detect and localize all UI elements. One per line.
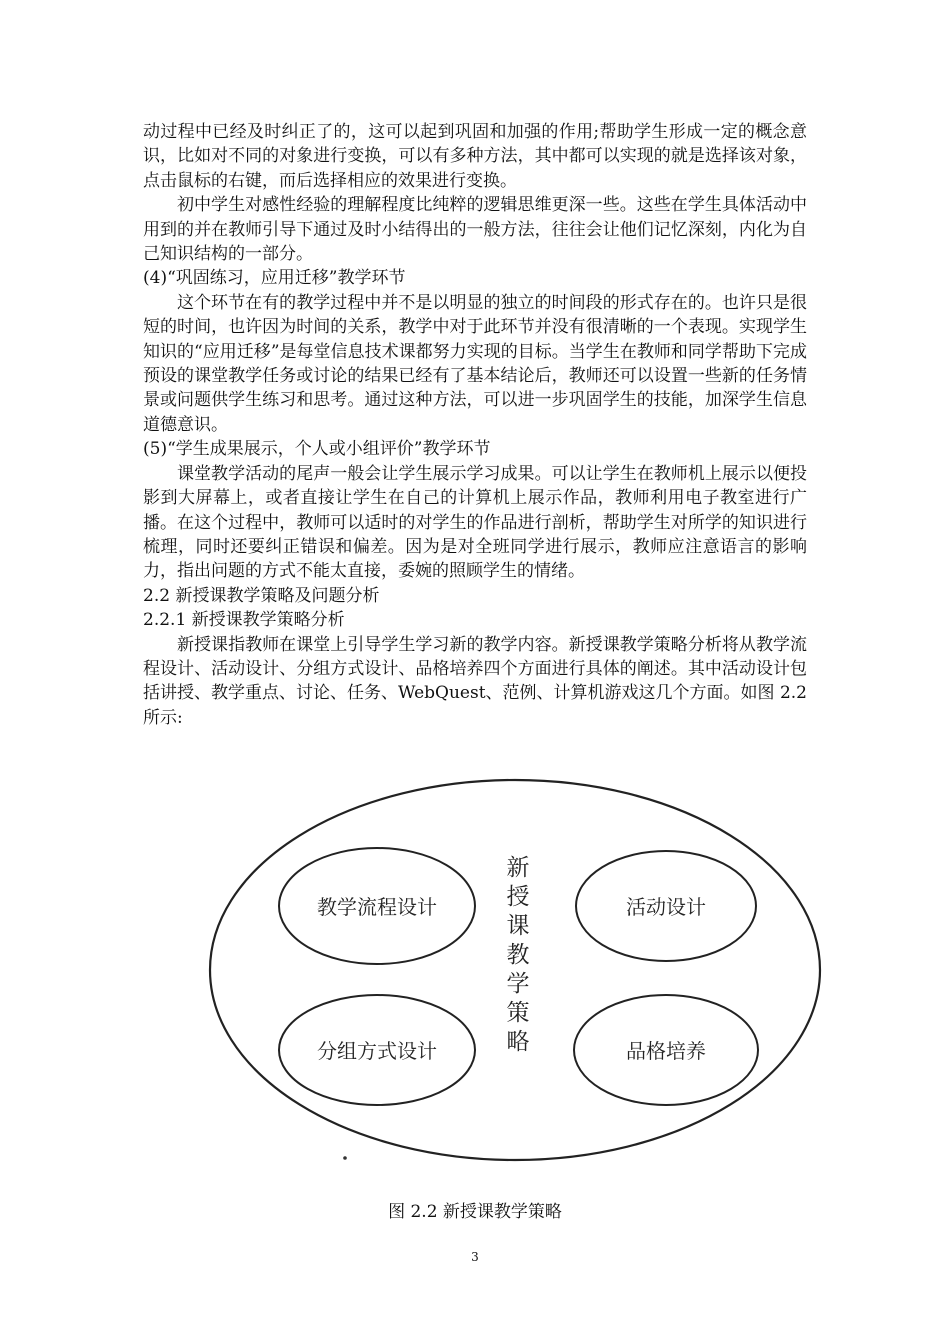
paragraph: 课堂教学活动的尾声一般会让学生展示学习成果。可以让学生在教师机上展示以便投影到大屏幕上，或者直接让学生在自己的计算机上展示作品，教师利用电子教室进行广播。在这个过程中，教师可以适时的对学生的作品进行剖析，帮助学生对所学的知识进行梳理，同时还要纠正错误和偏差。因为是对全班同学进行展示，教师应注意语言的影响力，指出问题的方式不能太直接，委婉的照顾学生的情绪。 bbox=[143, 463, 807, 582]
section-heading: 2.2 新授课教学策略及问题分析 bbox=[143, 585, 380, 606]
label-activity-design: 活动设计 bbox=[626, 895, 706, 919]
strategy-diagram bbox=[200, 775, 830, 1175]
center-label-text: 新授课教学策略 bbox=[506, 855, 530, 1055]
subsection-heading: 2.2.1 新授课教学策略分析 bbox=[143, 610, 345, 631]
scan-dot bbox=[343, 1156, 347, 1160]
paragraph: 这个环节在有的教学过程中并不是以明显的独立的时间段的形式存在的。也许只是很短的时间，也许因为时间的关系，教学中对于此环节并没有很清晰的一个表现。实现学生知识的“应用迁移”是每堂信息技术课都努力实现的目标。当学生在教师和同学帮助下完成预设的课堂教学任务或讨论的结果已经有了基本结论后，教师还可以设置一些新的任务情景或问题供学生练习和思考。通过这种方法，可以进一步巩固学生的技能，加深学生信息道德意识。 bbox=[143, 292, 807, 435]
section-heading: (4)“巩固练习，应用迁移”教学环节 bbox=[143, 268, 406, 289]
label-grouping-design: 分组方式设计 bbox=[317, 1039, 437, 1063]
body-text bbox=[143, 120, 807, 730]
paragraph: 动过程中已经及时纠正了的，这可以起到巩固和加强的作用;帮助学生形成一定的概念意识，比如对不同的对象进行变换，可以有多种方法，其中都可以实现的就是选择该对象，点击鼠标的右键，而后选择相应的效果进行变换。 bbox=[143, 122, 807, 191]
paragraph: 新授课指教师在课堂上引导学生学习新的教学内容。新授课教学策略分析将从教学流程设计、活动设计、分组方式设计、品格培养四个方面进行具体的阐述。其中活动设计包括讲授、教学重点、讨论、任务、WebQuest、范例、计算机游戏这几个方面。如图 2.2 所示: bbox=[143, 634, 807, 728]
label-teaching-process: 教学流程设计 bbox=[317, 895, 437, 919]
center-vertical-label bbox=[507, 855, 530, 1055]
section-heading: (5)“学生成果展示，个人或小组评价”教学环节 bbox=[143, 439, 491, 460]
label-character-building: 品格培养 bbox=[626, 1039, 706, 1063]
paragraph: 初中学生对感性经验的理解程度比纯粹的逻辑思维更深一些。这些在学生具体活动中用到的并在教师引导下通过及时小结得出的一般方法，往往会让他们记忆深刻，内化为自己知识结构的一部分。 bbox=[143, 195, 807, 265]
page-number: 3 bbox=[471, 1250, 479, 1264]
figure-caption: 图 2.2 新授课教学策略 bbox=[388, 1202, 562, 1222]
outer-ellipse bbox=[210, 780, 820, 1160]
